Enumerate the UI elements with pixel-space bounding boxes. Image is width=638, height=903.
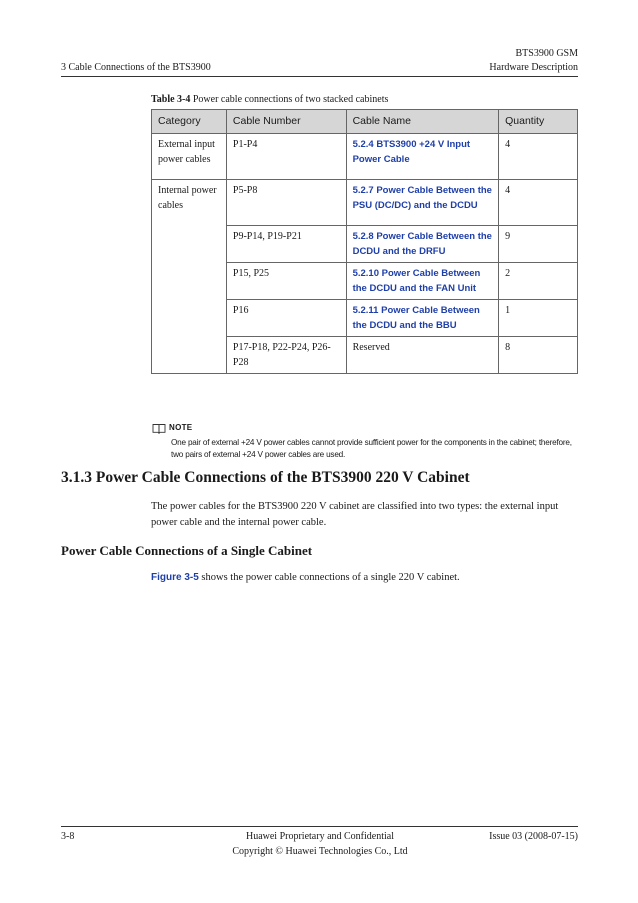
cable-number-cell: P5-P8	[226, 180, 346, 226]
cable-number-cell: P16	[226, 300, 346, 337]
figure-reference-paragraph	[151, 570, 581, 586]
cable-number-cell: P15, P25	[226, 263, 346, 300]
table-caption-text: Power cable connections of two stacked cabinets	[190, 94, 389, 105]
subsection-heading: Power Cable Connections of a Single Cabinet	[61, 543, 313, 558]
cable-name-text[interactable]: 5.2.8 Power Cable Between the DCDU and the DRFU	[352, 231, 492, 257]
cable-name-link[interactable]	[346, 300, 499, 337]
category-cell: Internal power cables	[152, 180, 227, 374]
header-product: BTS3900 GSM	[515, 48, 578, 59]
category-cell: External input power cables	[152, 134, 227, 180]
note-label: NOTE	[169, 423, 193, 432]
column-header-cable-name: Cable Name	[346, 110, 499, 134]
table-row	[152, 134, 578, 180]
cable-name-text[interactable]: 5.2.4 BTS3900 +24 V Input Power Cable	[352, 139, 471, 165]
cable-name-link[interactable]	[346, 180, 499, 226]
quantity-cell: 4	[499, 134, 578, 180]
figure-link[interactable]: Figure 3-5	[151, 572, 199, 583]
table-caption	[151, 94, 388, 105]
footer-copyright: Copyright © Huawei Technologies Co., Ltd	[232, 846, 408, 857]
cable-name-link[interactable]	[346, 263, 499, 300]
book-icon	[152, 423, 166, 434]
quantity-cell: 2	[499, 263, 578, 300]
footer-rule	[61, 826, 578, 827]
cable-number-cell: P1-P4	[226, 134, 346, 180]
cable-name-text[interactable]: 5.2.11 Power Cable Between the DCDU and the BBU	[352, 305, 480, 331]
cable-name-text-cell: Reserved	[346, 337, 499, 374]
table-row	[152, 180, 578, 226]
quantity-cell: 1	[499, 300, 578, 337]
section-paragraph: The power cables for the BTS3900 220 V cabinet are classified into two types: the external input power cable and the internal power cable.	[151, 501, 559, 528]
quantity-cell: 4	[499, 180, 578, 226]
footer-page-number: 3-8	[61, 831, 75, 842]
power-cable-table	[151, 109, 578, 374]
column-header-quantity: Quantity	[499, 110, 578, 134]
quantity-cell: 9	[499, 226, 578, 263]
cable-name-link[interactable]	[346, 226, 499, 263]
column-header-category: Category	[152, 110, 227, 134]
cable-number-cell: P9-P14, P19-P21	[226, 226, 346, 263]
figure-reference-text: shows the power cable connections of a single 220 V cabinet.	[198, 572, 460, 583]
cable-name-link[interactable]	[346, 134, 499, 180]
header-rule	[61, 76, 578, 77]
column-header-cable-number: Cable Number	[226, 110, 346, 134]
section-heading: 3.1.3 Power Cable Connections of the BTS3900 220 V Cabinet	[61, 469, 470, 486]
table-header-row	[152, 110, 578, 134]
footer-confidential: Huawei Proprietary and Confidential	[245, 831, 394, 842]
header-chapter: 3 Cable Connections of the BTS3900	[61, 62, 211, 73]
note-text: One pair of external +24 V power cables cannot provide sufficient power for the components in the cabinet; therefore, two pairs of external +24 V power cables are used.	[171, 438, 572, 459]
header-doc-type: Hardware Description	[489, 62, 578, 73]
cable-name-text[interactable]: 5.2.7 Power Cable Between the PSU (DC/DC) and the DCDU	[352, 185, 492, 211]
quantity-cell: 8	[499, 337, 578, 374]
table-caption-label: Table 3-4	[151, 94, 191, 105]
cable-number-cell: P17-P18, P22-P24, P26-P28	[226, 337, 346, 374]
footer-issue: Issue 03 (2008-07-15)	[489, 831, 578, 842]
cable-name-text[interactable]: 5.2.10 Power Cable Between the DCDU and the FAN Unit	[352, 268, 481, 294]
